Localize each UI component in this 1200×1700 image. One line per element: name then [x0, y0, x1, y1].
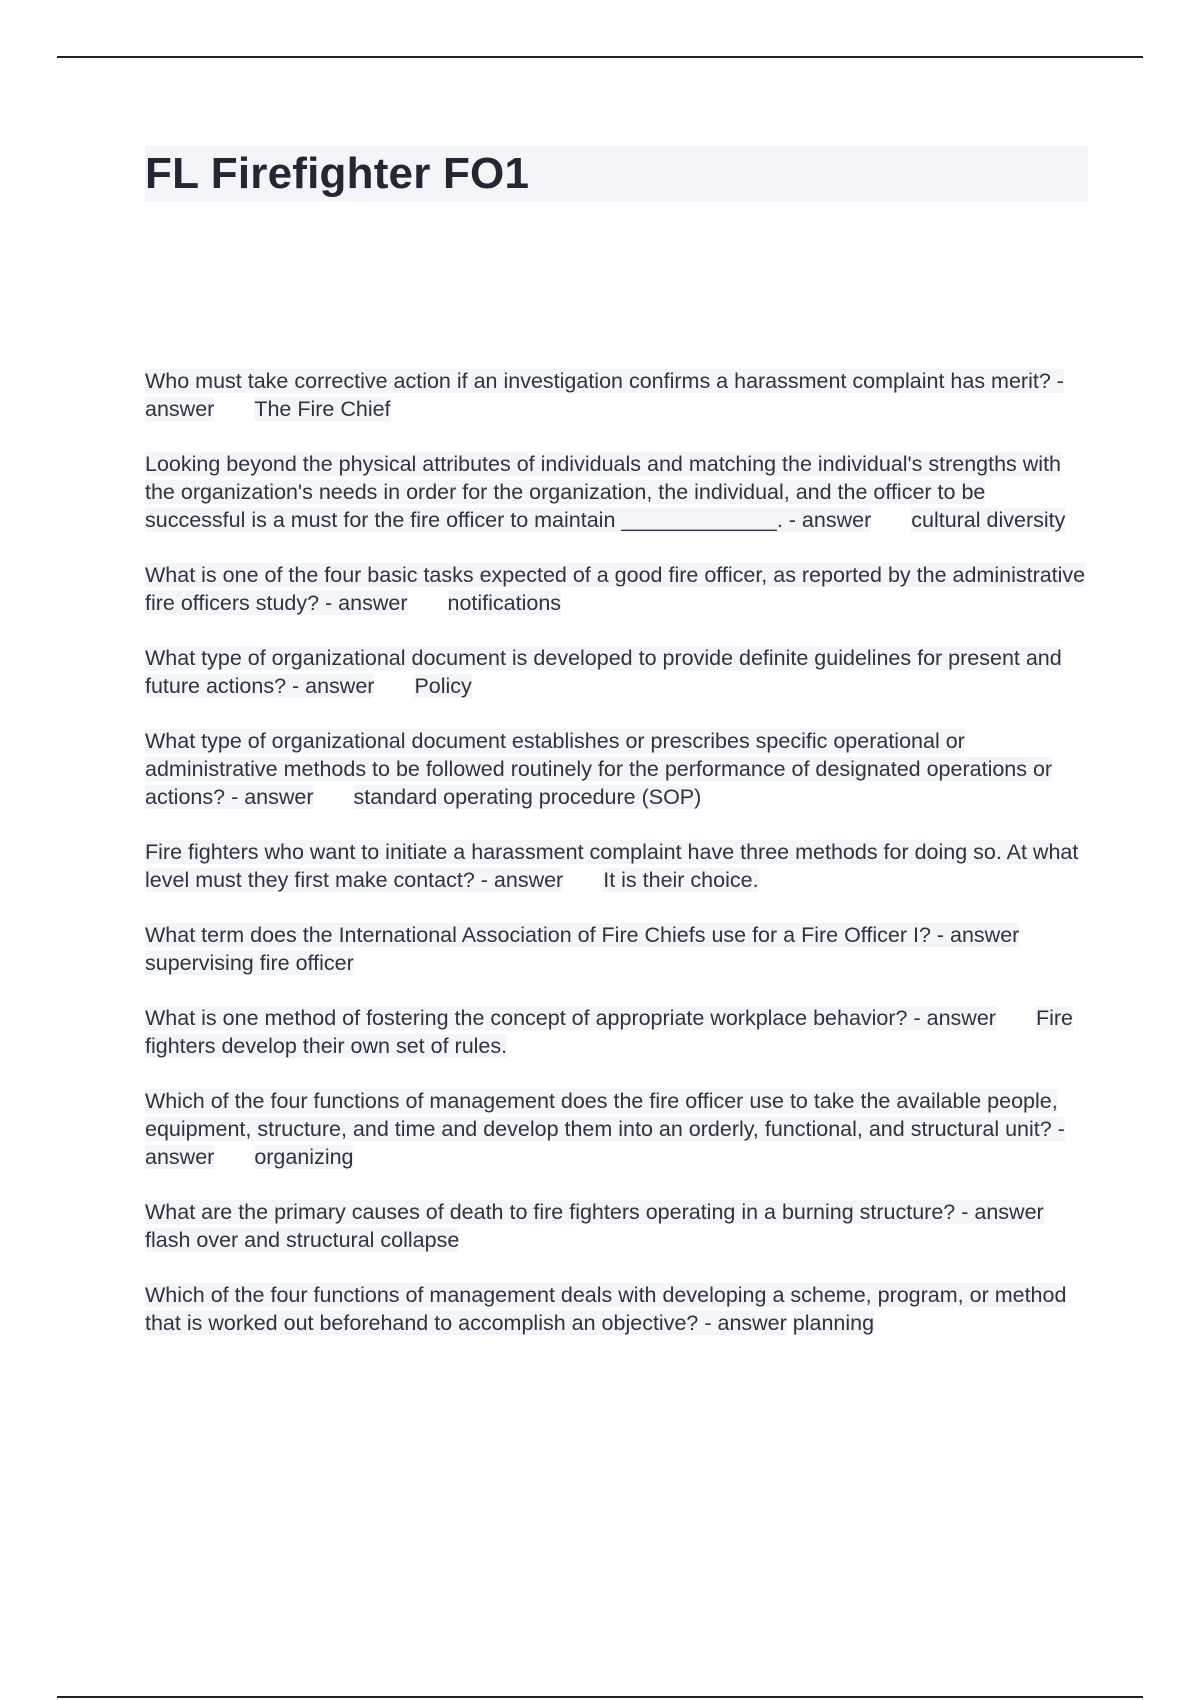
question-text: What is one of the four basic tasks expected of a good fire officer, as reported by the administrative fire officers study?	[145, 563, 1086, 615]
question-text: What type of organizational document is developed to provide definite guidelines for present and future actions?	[145, 646, 1062, 698]
qa-item	[145, 838, 1090, 894]
answer-separator: - answer	[782, 508, 872, 532]
question-text: What term does the International Association of Fire Chiefs use for a Fire Officer I?	[145, 923, 931, 947]
answer-separator: - answer	[145, 1117, 1065, 1169]
question-text: Fire fighters who want to initiate a harassment complaint have three methods for doing so. At what level must they first make contact?	[145, 840, 1079, 892]
qa-list	[145, 367, 1090, 1364]
qa-item	[145, 1087, 1090, 1171]
qa-item	[145, 644, 1090, 700]
answer-separator: - answer	[225, 785, 314, 809]
question-text: What type of organizational document establishes or prescribes specific operational or administrative methods to be followed routinely for the performance of designated operations or actions?	[145, 729, 1053, 809]
answer-text: supervising fire officer	[145, 951, 354, 975]
answer-separator: - answer	[319, 591, 408, 615]
question-text: Which of the four functions of management deals with developing a scheme, program, or method that is worked out beforehand to accomplish an objective?	[145, 1283, 1067, 1335]
answer-text: Policy	[414, 674, 472, 698]
question-text: What are the primary causes of death to fire fighters operating in a burning structure?	[145, 1200, 956, 1224]
answer-text: The Fire Chief	[254, 397, 391, 421]
answer-text: It is their choice.	[603, 868, 759, 892]
qa-item	[145, 727, 1090, 811]
answer-separator: - answer	[955, 1200, 1044, 1224]
qa-item	[145, 1004, 1090, 1060]
bottom-rule	[57, 1696, 1143, 1698]
qa-item	[145, 561, 1090, 617]
answer-text: Fire fighters develop their own set of rules.	[145, 1006, 1073, 1058]
question-text: What is one method of fostering the concept of appropriate workplace behavior?	[145, 1006, 908, 1030]
answer-text: organizing	[254, 1145, 354, 1169]
top-rule	[57, 56, 1143, 58]
document-title: FL Firefighter FO1	[145, 149, 530, 198]
qa-item	[145, 450, 1090, 534]
answer-separator: - answer	[286, 674, 375, 698]
answer-separator: - answer	[474, 868, 564, 892]
qa-item	[145, 921, 1090, 977]
answer-separator: - answer	[930, 923, 1020, 947]
answer-text: standard operating procedure (SOP)	[353, 785, 702, 809]
question-text: Who must take corrective action if an investigation confirms a harassment complaint has merit?	[145, 369, 1051, 393]
question-text: Which of the four functions of management does the fire officer use to take the available people, equipment, structure, and time and develop them into an orderly, functional, and structural unit?	[145, 1089, 1058, 1141]
answer-separator: - answer	[698, 1311, 787, 1335]
answer-separator: - answer	[907, 1006, 996, 1030]
answer-text: cultural diversity	[911, 508, 1066, 532]
answer-text: notifications	[447, 591, 562, 615]
answer-separator: - answer	[145, 369, 1064, 421]
answer-text: flash over and structural collapse	[145, 1228, 460, 1252]
qa-item	[145, 1198, 1090, 1254]
qa-item	[145, 367, 1090, 423]
question-text: Looking beyond the physical attributes of individuals and matching the individual's strengths with the organization's needs in order for the organization, the individual, and the officer to be successful is a must for the fire officer to maintain _____________.	[145, 452, 1062, 532]
qa-item	[145, 1281, 1090, 1337]
answer-text: planning	[792, 1311, 875, 1335]
